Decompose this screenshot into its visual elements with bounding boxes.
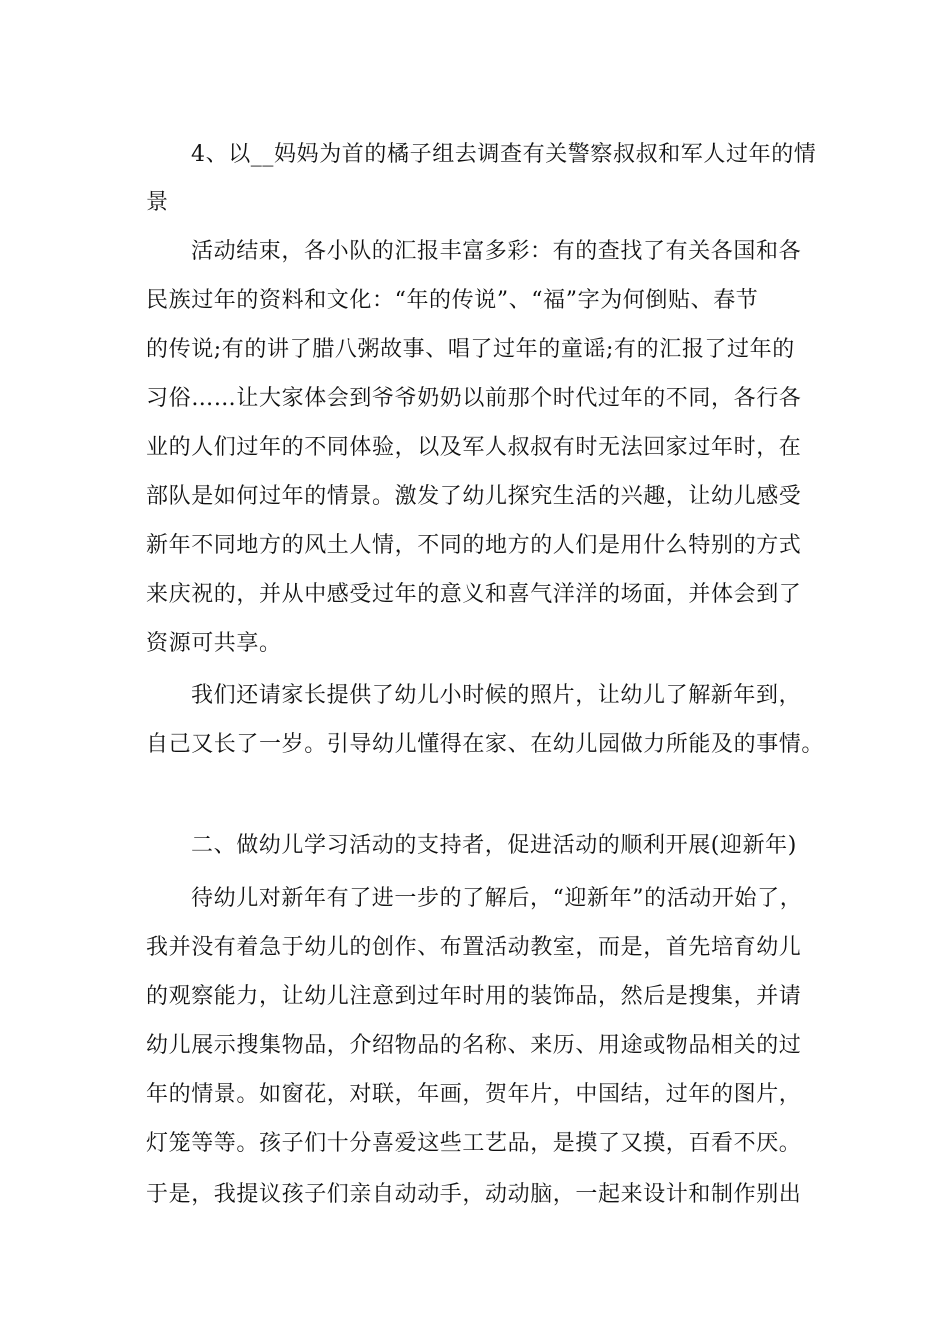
text-line: 我并没有着急于幼儿的创作、布置活动教室，而是，首先培育幼儿 <box>146 935 802 960</box>
text-line: 幼儿展示搜集物品，介绍物品的名称、来历、用途或物品相关的过 <box>146 1033 802 1058</box>
text-line: 我们还请家长提供了幼儿小时候的照片，让幼儿了解新年到， <box>191 683 802 708</box>
text-line: 业的人们过年的不同体验，以及军人叔叔有时无法回家过年时，在 <box>146 435 802 460</box>
text-line: 4、以__妈妈为首的橘子组去调查有关警察叔叔和军人过年的情 <box>191 142 817 167</box>
text-line: 自己又长了一岁。引导幼儿懂得在家、在幼儿园做力所能及的事情。 <box>146 732 825 757</box>
text-line: 的观察能力，让幼儿注意到过年时用的装饰品，然后是搜集，并请 <box>146 984 802 1009</box>
text-line: 来庆祝的，并从中感受过年的意义和喜气洋洋的场面，并体会到了 <box>146 582 802 607</box>
text-line: 待幼儿对新年有了进一步的了解后，“迎新年”的活动开始了， <box>191 886 803 911</box>
text-line: 的传说;有的讲了腊八粥故事、唱了过年的童谣;有的汇报了过年的 <box>146 337 795 362</box>
text-line: 新年不同地方的风土人情，不同的地方的人们是用什么特别的方式 <box>146 533 802 558</box>
text-line: 活动结束，各小队的汇报丰富多彩：有的查找了有关各国和各 <box>191 239 802 264</box>
text-line: 灯笼等等。孩子们十分喜爱这些工艺品，是摸了又摸，百看不厌。 <box>146 1131 802 1156</box>
text-line: 习俗……让大家体会到爷爷奶奶以前那个时代过年的不同，各行各 <box>146 386 802 411</box>
text-line: 年的情景。如窗花，对联，年画，贺年片，中国结，过年的图片， <box>146 1082 802 1107</box>
text-line: 部队是如何过年的情景。激发了幼儿探究生活的兴趣，让幼儿感受 <box>146 484 802 509</box>
section-heading: 二、做幼儿学习活动的支持者，促进活动的顺利开展(迎新年) <box>191 833 797 858</box>
text-line: 资源可共享。 <box>146 631 282 656</box>
text-line: 于是，我提议孩子们亲自动动手，动动脑，一起来设计和制作别出 <box>146 1182 802 1207</box>
text-line: 民族过年的资料和文化：“年的传说”、“福”字为何倒贴、春节 <box>146 288 759 313</box>
text-line: 景 <box>146 190 169 215</box>
